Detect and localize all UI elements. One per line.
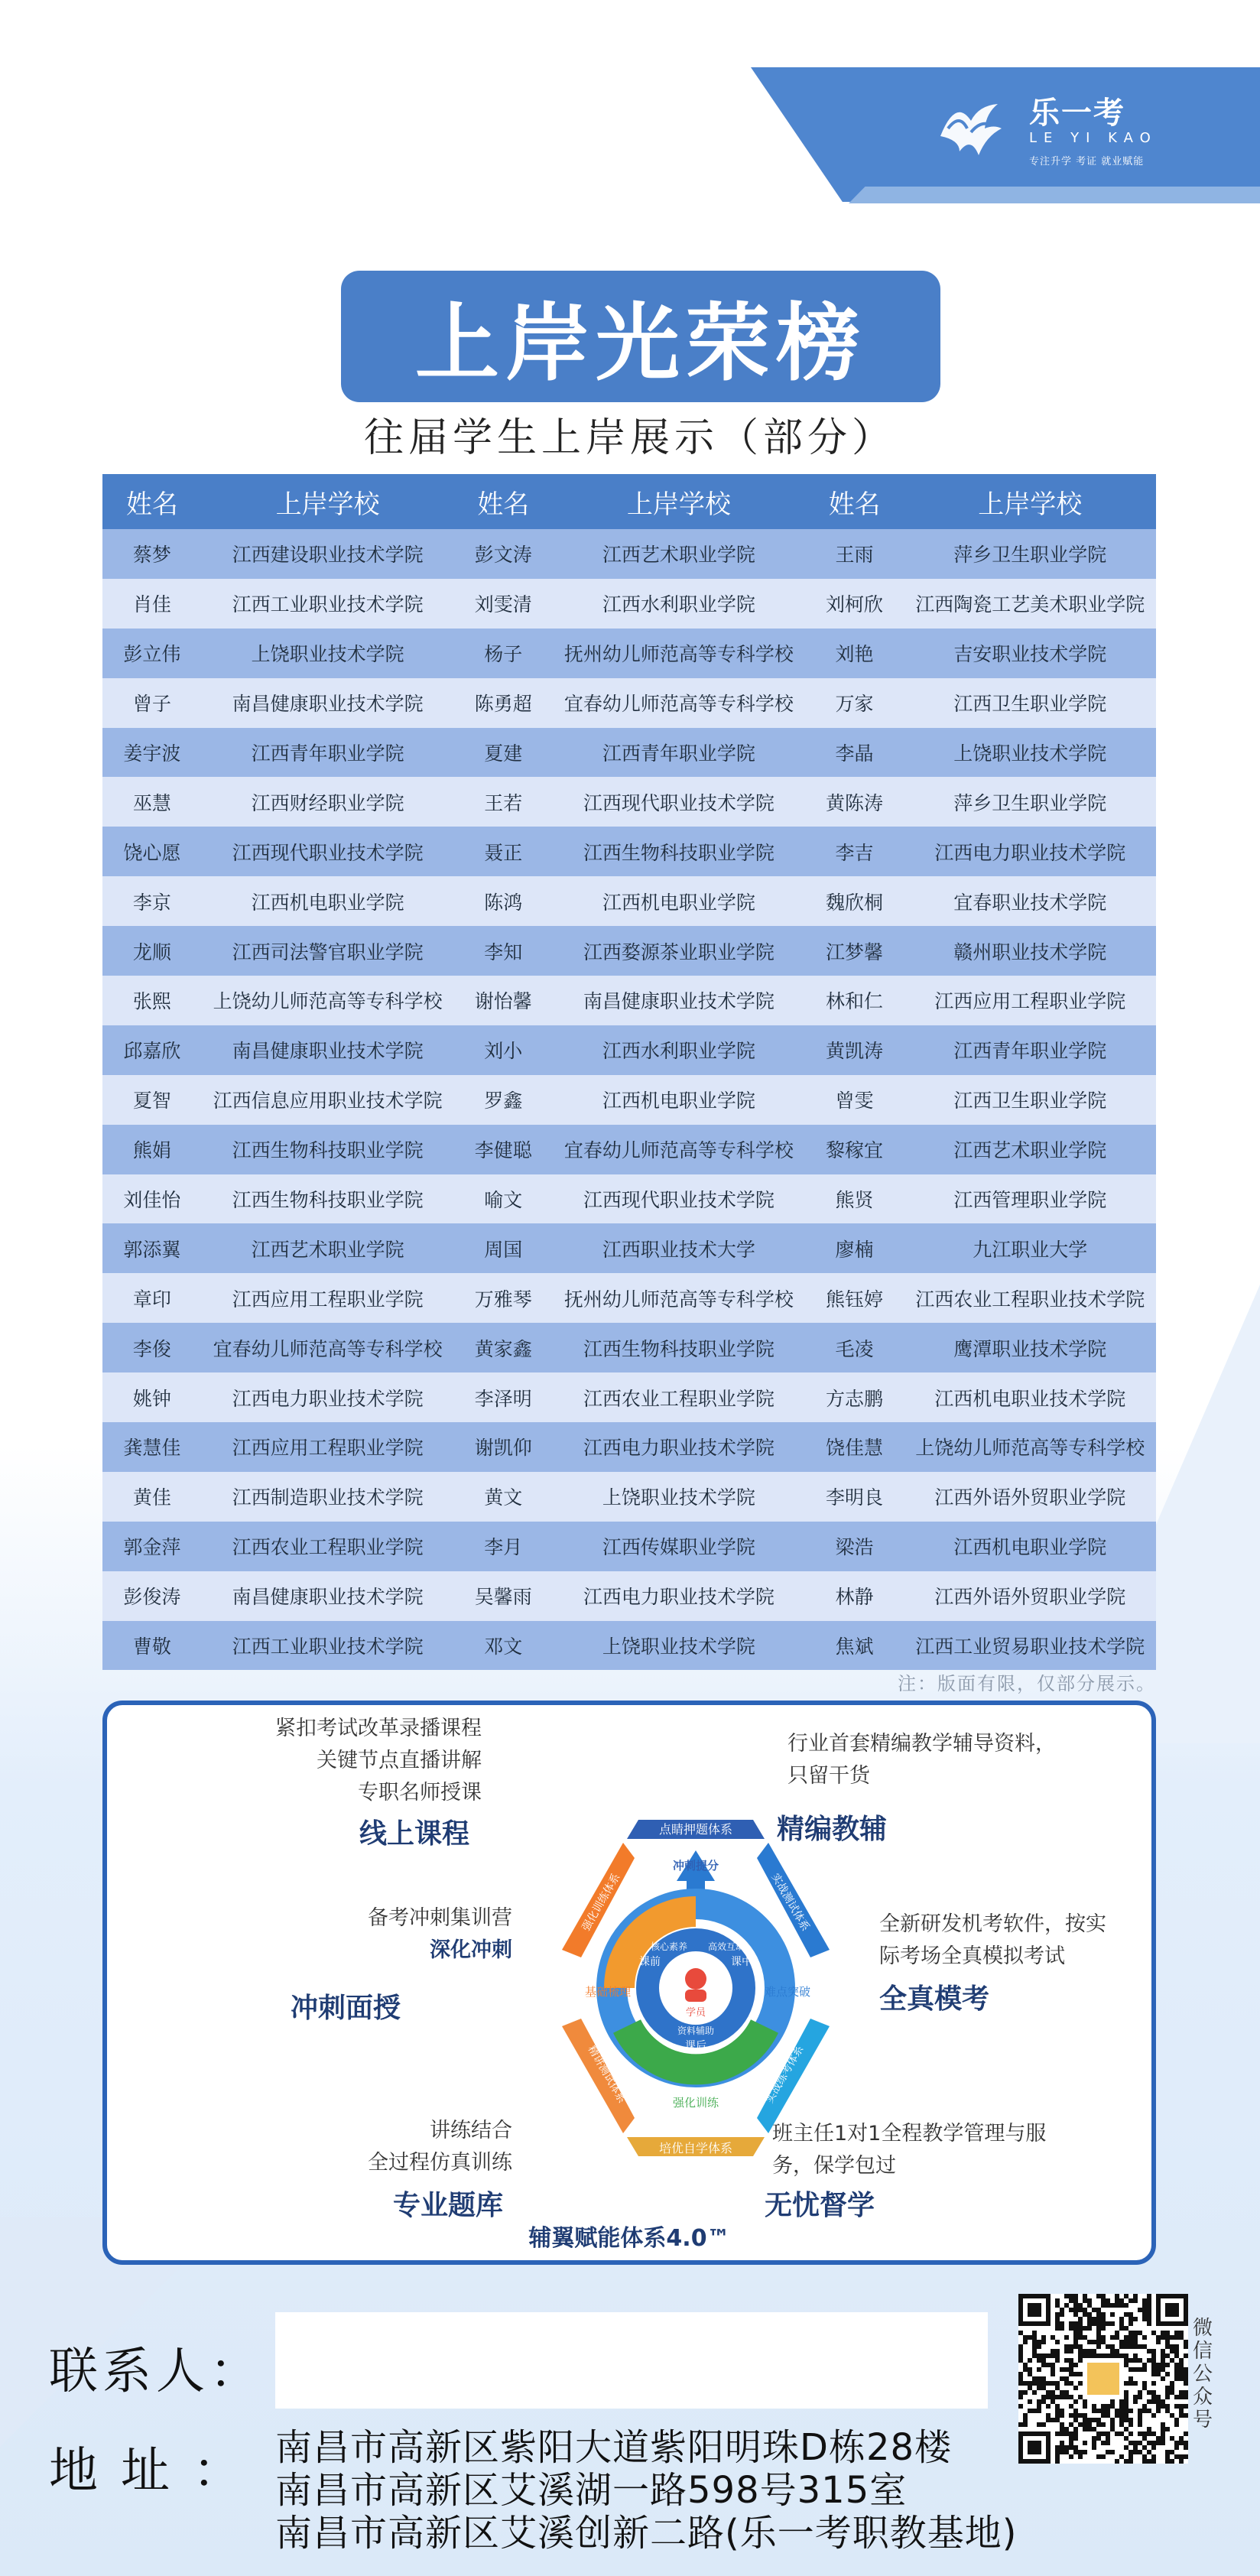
school-name: 江西机电职业学院: [251, 891, 404, 914]
school-name: 江西机电职业学院: [602, 1090, 755, 1113]
table-row: [102, 678, 1156, 728]
school-name: 萍乡卫生职业学院: [953, 791, 1107, 814]
table-row: [102, 1422, 1156, 1472]
desc-line: 际考场全真模拟考试: [879, 1944, 1065, 1968]
school-name: 江西机电职业学院: [953, 1536, 1107, 1559]
school-name: 江西外语外贸职业学院: [934, 1586, 1126, 1609]
title-box: [341, 271, 940, 402]
header-name-1: 姓名: [125, 489, 178, 520]
foundation-label: 基础梳理: [584, 1985, 632, 1999]
table-row: [102, 926, 1156, 976]
mock-title: 全真模考: [879, 1983, 990, 2015]
school-name: 江西现代职业技术学院: [583, 1189, 775, 1212]
student-name: 熊娟: [132, 1139, 171, 1162]
school-name: 江西财经职业学院: [251, 791, 404, 814]
hex-top-label: 点睛押题体系: [658, 1822, 733, 1837]
desc-line: 全新研发机考软件，按实: [879, 1912, 1106, 1936]
tutoring-label: 资料辅助: [677, 2025, 715, 2036]
system-diagram: [535, 1797, 856, 2179]
school-name: 宜春职业技术学院: [953, 891, 1107, 914]
student-name: 刘雯清: [474, 593, 532, 616]
desc-line: 专职名师授课: [358, 1781, 482, 1804]
honor-table: [102, 474, 1156, 1670]
student-name: 李京: [132, 891, 171, 914]
school-name: 江西青年职业学院: [953, 1040, 1107, 1063]
student-name: 焦斌: [835, 1636, 874, 1658]
student-label: 学员: [685, 2007, 706, 2019]
table-row: [102, 1223, 1156, 1273]
brand-english-name: LE YI KAO: [1029, 130, 1158, 146]
student-name: 黄家鑫: [474, 1337, 532, 1360]
school-name: 抚州幼儿师范高等专科学校: [563, 1288, 794, 1311]
school-name: 上饶职业技术学院: [602, 1486, 755, 1509]
student-name: 陈鸿: [484, 891, 523, 914]
student-name: 彭立伟: [123, 643, 181, 666]
hex-upper-left-label: 强化训练体系: [580, 1871, 623, 1934]
school-name: 江西现代职业技术学院: [232, 841, 424, 864]
desc-line: 讲练结合: [430, 2119, 512, 2142]
student-name: 蔡梦: [132, 544, 171, 567]
school-name: 鹰潭职业技术学院: [953, 1337, 1107, 1360]
header-school-2: 上岸学校: [626, 489, 731, 520]
student-name: 刘佳怡: [123, 1189, 181, 1212]
sprint-label: 冲刺提分: [672, 1859, 719, 1873]
student-name: 李月: [484, 1536, 523, 1559]
student-name: 姚钟: [132, 1387, 171, 1410]
interact-label: 高效互动: [707, 1941, 745, 1952]
student-name: 万雅琴: [474, 1288, 532, 1311]
core-label: 核心素养: [650, 1941, 688, 1952]
student-name: 林和仁: [826, 990, 884, 1013]
school-name: 南昌健康职业技术学院: [232, 1040, 424, 1063]
student-name: 黄佳: [132, 1486, 171, 1509]
student-name: 彭文涛: [474, 544, 532, 567]
student-name: 饶佳慧: [826, 1437, 884, 1460]
table-row: [102, 1472, 1156, 1522]
student-name: 李泽明: [474, 1387, 532, 1410]
school-name: 江西卫生职业学院: [953, 1090, 1107, 1113]
table-body: [102, 529, 1156, 1670]
contact-label: 联系人：: [49, 2344, 263, 2400]
student-name: 毛凌: [835, 1337, 874, 1360]
student-name: 林静: [835, 1586, 874, 1609]
online-course-title: 线上课程: [359, 1818, 470, 1850]
school-name: 赣州职业技术学院: [953, 940, 1107, 963]
student-name: 夏建: [484, 742, 523, 765]
hex-lower-left-label: 精讲测试体系: [585, 2043, 628, 2106]
school-name: 江西电力职业技术学院: [583, 1437, 775, 1460]
school-name: 江西职业技术大学: [602, 1238, 755, 1261]
school-name: 吉安职业技术学院: [953, 643, 1107, 666]
brand-stripe: [849, 187, 1260, 203]
student-name: 龚慧佳: [123, 1437, 181, 1460]
school-name: 江西婺源茶业职业学院: [583, 940, 775, 963]
student-name: 李俊: [132, 1337, 171, 1360]
breakthrough-label: 难点突破: [764, 1985, 811, 1999]
table-row: [102, 579, 1156, 629]
brand-name: 乐一考: [1029, 96, 1125, 131]
student-name: 李明良: [826, 1486, 884, 1509]
table-row: [102, 1125, 1156, 1174]
student-name: 曾子: [132, 693, 171, 716]
student-name: 邓文: [484, 1636, 523, 1658]
school-name: 宜春幼儿师范高等专科学校: [563, 693, 794, 716]
student-name: 江梦馨: [826, 940, 884, 963]
school-name: 江西应用工程职业学院: [232, 1437, 424, 1460]
school-name: 江西艺术职业学院: [251, 1238, 404, 1261]
student-name: 章印: [132, 1288, 171, 1311]
table-row: [102, 529, 1156, 579]
school-name: 南昌健康职业技术学院: [232, 693, 424, 716]
school-name: 江西工业职业技术学院: [232, 1636, 424, 1658]
student-name: 李健聪: [474, 1139, 532, 1162]
student-name: 曹敬: [132, 1636, 171, 1658]
student-name: 杨子: [484, 643, 523, 666]
desc-line: 只留干货: [788, 1764, 870, 1788]
table-row: [102, 1075, 1156, 1125]
school-name: 上饶职业技术学院: [953, 742, 1107, 765]
table-row: [102, 1174, 1156, 1224]
student-name: 李晶: [835, 742, 874, 765]
student-name: 刘小: [484, 1040, 523, 1063]
desc-line: 班主任1对1全程教学管理与服: [772, 2122, 1047, 2146]
materials-desc: [788, 1728, 1056, 1792]
table-row: [102, 876, 1156, 926]
school-name: 上饶幼儿师范高等专科学校: [915, 1437, 1145, 1460]
school-name: 萍乡卫生职业学院: [953, 544, 1107, 567]
school-name: 江西农业工程职业技术学院: [915, 1288, 1145, 1311]
school-name: 江西工业贸易职业技术学院: [915, 1636, 1145, 1658]
school-name: 宜春幼儿师范高等专科学校: [213, 1337, 443, 1360]
student-name: 邱嘉欣: [123, 1040, 181, 1063]
address-label: 地址：: [49, 2443, 265, 2500]
table-row: [102, 1621, 1156, 1671]
hex-lower-right-label: 实战练考体系: [763, 2043, 807, 2106]
student-name: 黄凯涛: [826, 1040, 884, 1063]
student-name: 魏欣桐: [826, 891, 884, 914]
brand-logo-icon: [925, 83, 1017, 174]
address-line-3: 南昌市高新区艾溪创新二路(乐一考职教基地): [275, 2512, 1018, 2555]
school-name: 江西农业工程职业学院: [583, 1387, 775, 1410]
school-name: 江西青年职业学院: [251, 742, 404, 765]
school-name: 江西工业职业技术学院: [232, 593, 424, 616]
student-name: 张熙: [132, 990, 171, 1013]
school-name: 南昌健康职业技术学院: [583, 990, 775, 1013]
class-label: 课中: [731, 1956, 752, 1968]
desc-line: 关键节点直播讲解: [317, 1749, 482, 1772]
student-name: 曾雯: [835, 1090, 874, 1113]
student-name: 巫慧: [132, 791, 171, 814]
student-name: 谢怡馨: [474, 990, 532, 1013]
strengthen-label: 强化训练: [672, 2096, 719, 2110]
school-name: 江西制造职业技术学院: [232, 1486, 424, 1509]
student-name: 熊钰婷: [826, 1288, 884, 1311]
student-name: 黄陈涛: [826, 791, 884, 814]
student-name: 饶心愿: [123, 841, 181, 864]
header-name-2: 姓名: [477, 489, 530, 520]
student-name: 肖佳: [132, 593, 171, 616]
bank-title: 专业题库: [393, 2190, 504, 2221]
student-icon: [685, 1968, 706, 1990]
school-name: 江西机电职业学院: [602, 891, 755, 914]
school-name: 九江职业大学: [973, 1238, 1088, 1261]
bank-desc: [336, 2115, 512, 2179]
supervise-title: 无忧督学: [765, 2190, 875, 2221]
table-row: [102, 777, 1156, 827]
qr-caption: 微信公众号: [1193, 2317, 1213, 2431]
school-name: 江西电力职业技术学院: [934, 841, 1126, 864]
student-name: 罗鑫: [484, 1090, 523, 1113]
table-row: [102, 1323, 1156, 1372]
school-name: 江西现代职业技术学院: [583, 791, 775, 814]
school-name: 上饶职业技术学院: [602, 1636, 755, 1658]
student-name: 郭添翼: [123, 1238, 181, 1261]
student-name: 姜宇波: [123, 742, 181, 765]
school-name: 江西信息应用职业技术学院: [213, 1090, 443, 1113]
student-name: 刘柯欣: [826, 593, 884, 616]
school-name: 江西艺术职业学院: [602, 544, 755, 567]
student-name: 熊贤: [835, 1189, 874, 1212]
desc-line: 务，保学包过: [772, 2154, 896, 2178]
school-name: 江西生物科技职业学院: [583, 841, 775, 864]
student-name: 周国: [484, 1238, 523, 1261]
table-header: [102, 474, 1156, 529]
student-name: 黄文: [484, 1486, 523, 1509]
before-label: 课前: [639, 1956, 661, 1968]
desc-line: 全过程仿真训练: [368, 2151, 512, 2175]
student-body-icon: [685, 1990, 706, 2002]
student-name: 黎稼宜: [826, 1139, 884, 1162]
student-name: 龙顺: [132, 940, 171, 963]
student-name: 郭金萍: [123, 1536, 181, 1559]
table-row: [102, 1522, 1156, 1571]
table-row: [102, 976, 1156, 1025]
table-note: 注：版面有限，仅部分展示。: [898, 1673, 1156, 1694]
hex-bottom-label: 培优自学体系: [658, 2141, 733, 2155]
desc-line: 行业首套精编教学辅导资料，: [788, 1732, 1056, 1756]
header-name-3: 姓名: [828, 489, 881, 520]
system-caption: 辅翼赋能体系4.0™: [528, 2225, 730, 2252]
school-name: 江西应用工程职业学院: [934, 990, 1126, 1013]
student-name: 吴馨雨: [474, 1586, 532, 1609]
page-subtitle: 往届学生上岸展示（部分）: [363, 415, 896, 461]
school-name: 江西农业工程职业学院: [232, 1536, 424, 1559]
school-name: 江西青年职业学院: [602, 742, 755, 765]
school-name: 江西电力职业技术学院: [232, 1387, 424, 1410]
header-school-1: 上岸学校: [275, 489, 380, 520]
school-name: 江西艺术职业学院: [953, 1139, 1107, 1162]
after-label: 课后: [685, 2040, 706, 2052]
brand-slogan: 专注升学 考证 就业赋能: [1029, 156, 1145, 167]
student-name: 彭俊涛: [123, 1586, 181, 1609]
student-name: 谢凯仰: [474, 1437, 532, 1460]
page-title: 上岸光荣榜: [415, 294, 866, 392]
sprint-title: 冲刺面授: [291, 1993, 401, 2024]
table-row: [102, 629, 1156, 678]
student-name: 刘艳: [835, 643, 874, 666]
school-name: 江西机电职业技术学院: [934, 1387, 1126, 1410]
table-row: [102, 1273, 1156, 1323]
school-name: 抚州幼儿师范高等专科学校: [563, 643, 794, 666]
student-name: 李知: [484, 940, 523, 963]
address-line-1: 南昌市高新区紫阳大道紫阳明珠D栋28楼: [275, 2426, 953, 2469]
school-name: 江西生物科技职业学院: [232, 1139, 424, 1162]
student-name: 李吉: [835, 841, 874, 864]
school-name: 上饶幼儿师范高等专科学校: [213, 990, 443, 1013]
school-name: 宜春幼儿师范高等专科学校: [563, 1139, 794, 1162]
school-name: 江西卫生职业学院: [953, 693, 1107, 716]
student-name: 廖楠: [835, 1238, 874, 1261]
school-name: 江西陶瓷工艺美术职业学院: [915, 593, 1145, 616]
school-name: 江西管理职业学院: [953, 1189, 1107, 1212]
student-name: 陈勇超: [474, 693, 532, 716]
student-name: 王雨: [835, 544, 874, 567]
table-row: [102, 827, 1156, 876]
school-name: 上饶职业技术学院: [251, 643, 404, 666]
student-name: 夏智: [132, 1090, 171, 1113]
desc-line: 深化冲刺: [430, 1938, 512, 1962]
student-name: 聂正: [484, 841, 523, 864]
hex-upper-right-label: 实战测试体系: [768, 1871, 812, 1934]
school-name: 江西生物科技职业学院: [232, 1189, 424, 1212]
address-line-2: 南昌市高新区艾溪湖一路598号315室: [275, 2469, 908, 2512]
materials-title: 精编教辅: [777, 1814, 888, 1845]
school-name: 江西司法警官职业学院: [232, 940, 424, 963]
table-row: [102, 1571, 1156, 1621]
mock-desc: [879, 1908, 1106, 1973]
header-school-3: 上岸学校: [978, 489, 1083, 520]
online-course-desc: [252, 1713, 482, 1809]
qr-code-icon[interactable]: [1018, 2294, 1188, 2464]
school-name: 江西应用工程职业学院: [232, 1288, 424, 1311]
school-name: 江西传媒职业学院: [602, 1536, 755, 1559]
student-name: 梁浩: [835, 1536, 874, 1559]
school-name: 江西电力职业技术学院: [583, 1586, 775, 1609]
school-name: 江西外语外贸职业学院: [934, 1486, 1126, 1509]
school-name: 江西生物科技职业学院: [583, 1337, 775, 1360]
student-name: 方志鹏: [826, 1387, 884, 1410]
school-name: 南昌健康职业技术学院: [232, 1586, 424, 1609]
sprint-desc: [252, 1902, 512, 1967]
table-row: [102, 1372, 1156, 1422]
system-panel: [102, 1701, 1156, 2265]
desc-line: 备考冲刺集训营: [368, 1906, 512, 1930]
student-name: 王若: [484, 791, 523, 814]
student-name: 万家: [835, 693, 874, 716]
student-name: 喻文: [484, 1189, 523, 1212]
contact-field: [275, 2312, 988, 2409]
school-name: 江西水利职业学院: [602, 1040, 755, 1063]
desc-line: 紧扣考试改革录播课程: [275, 1717, 482, 1740]
school-name: 江西建设职业技术学院: [232, 544, 424, 567]
school-name: 江西水利职业学院: [602, 593, 755, 616]
table-row: [102, 728, 1156, 778]
table-row: [102, 1025, 1156, 1075]
